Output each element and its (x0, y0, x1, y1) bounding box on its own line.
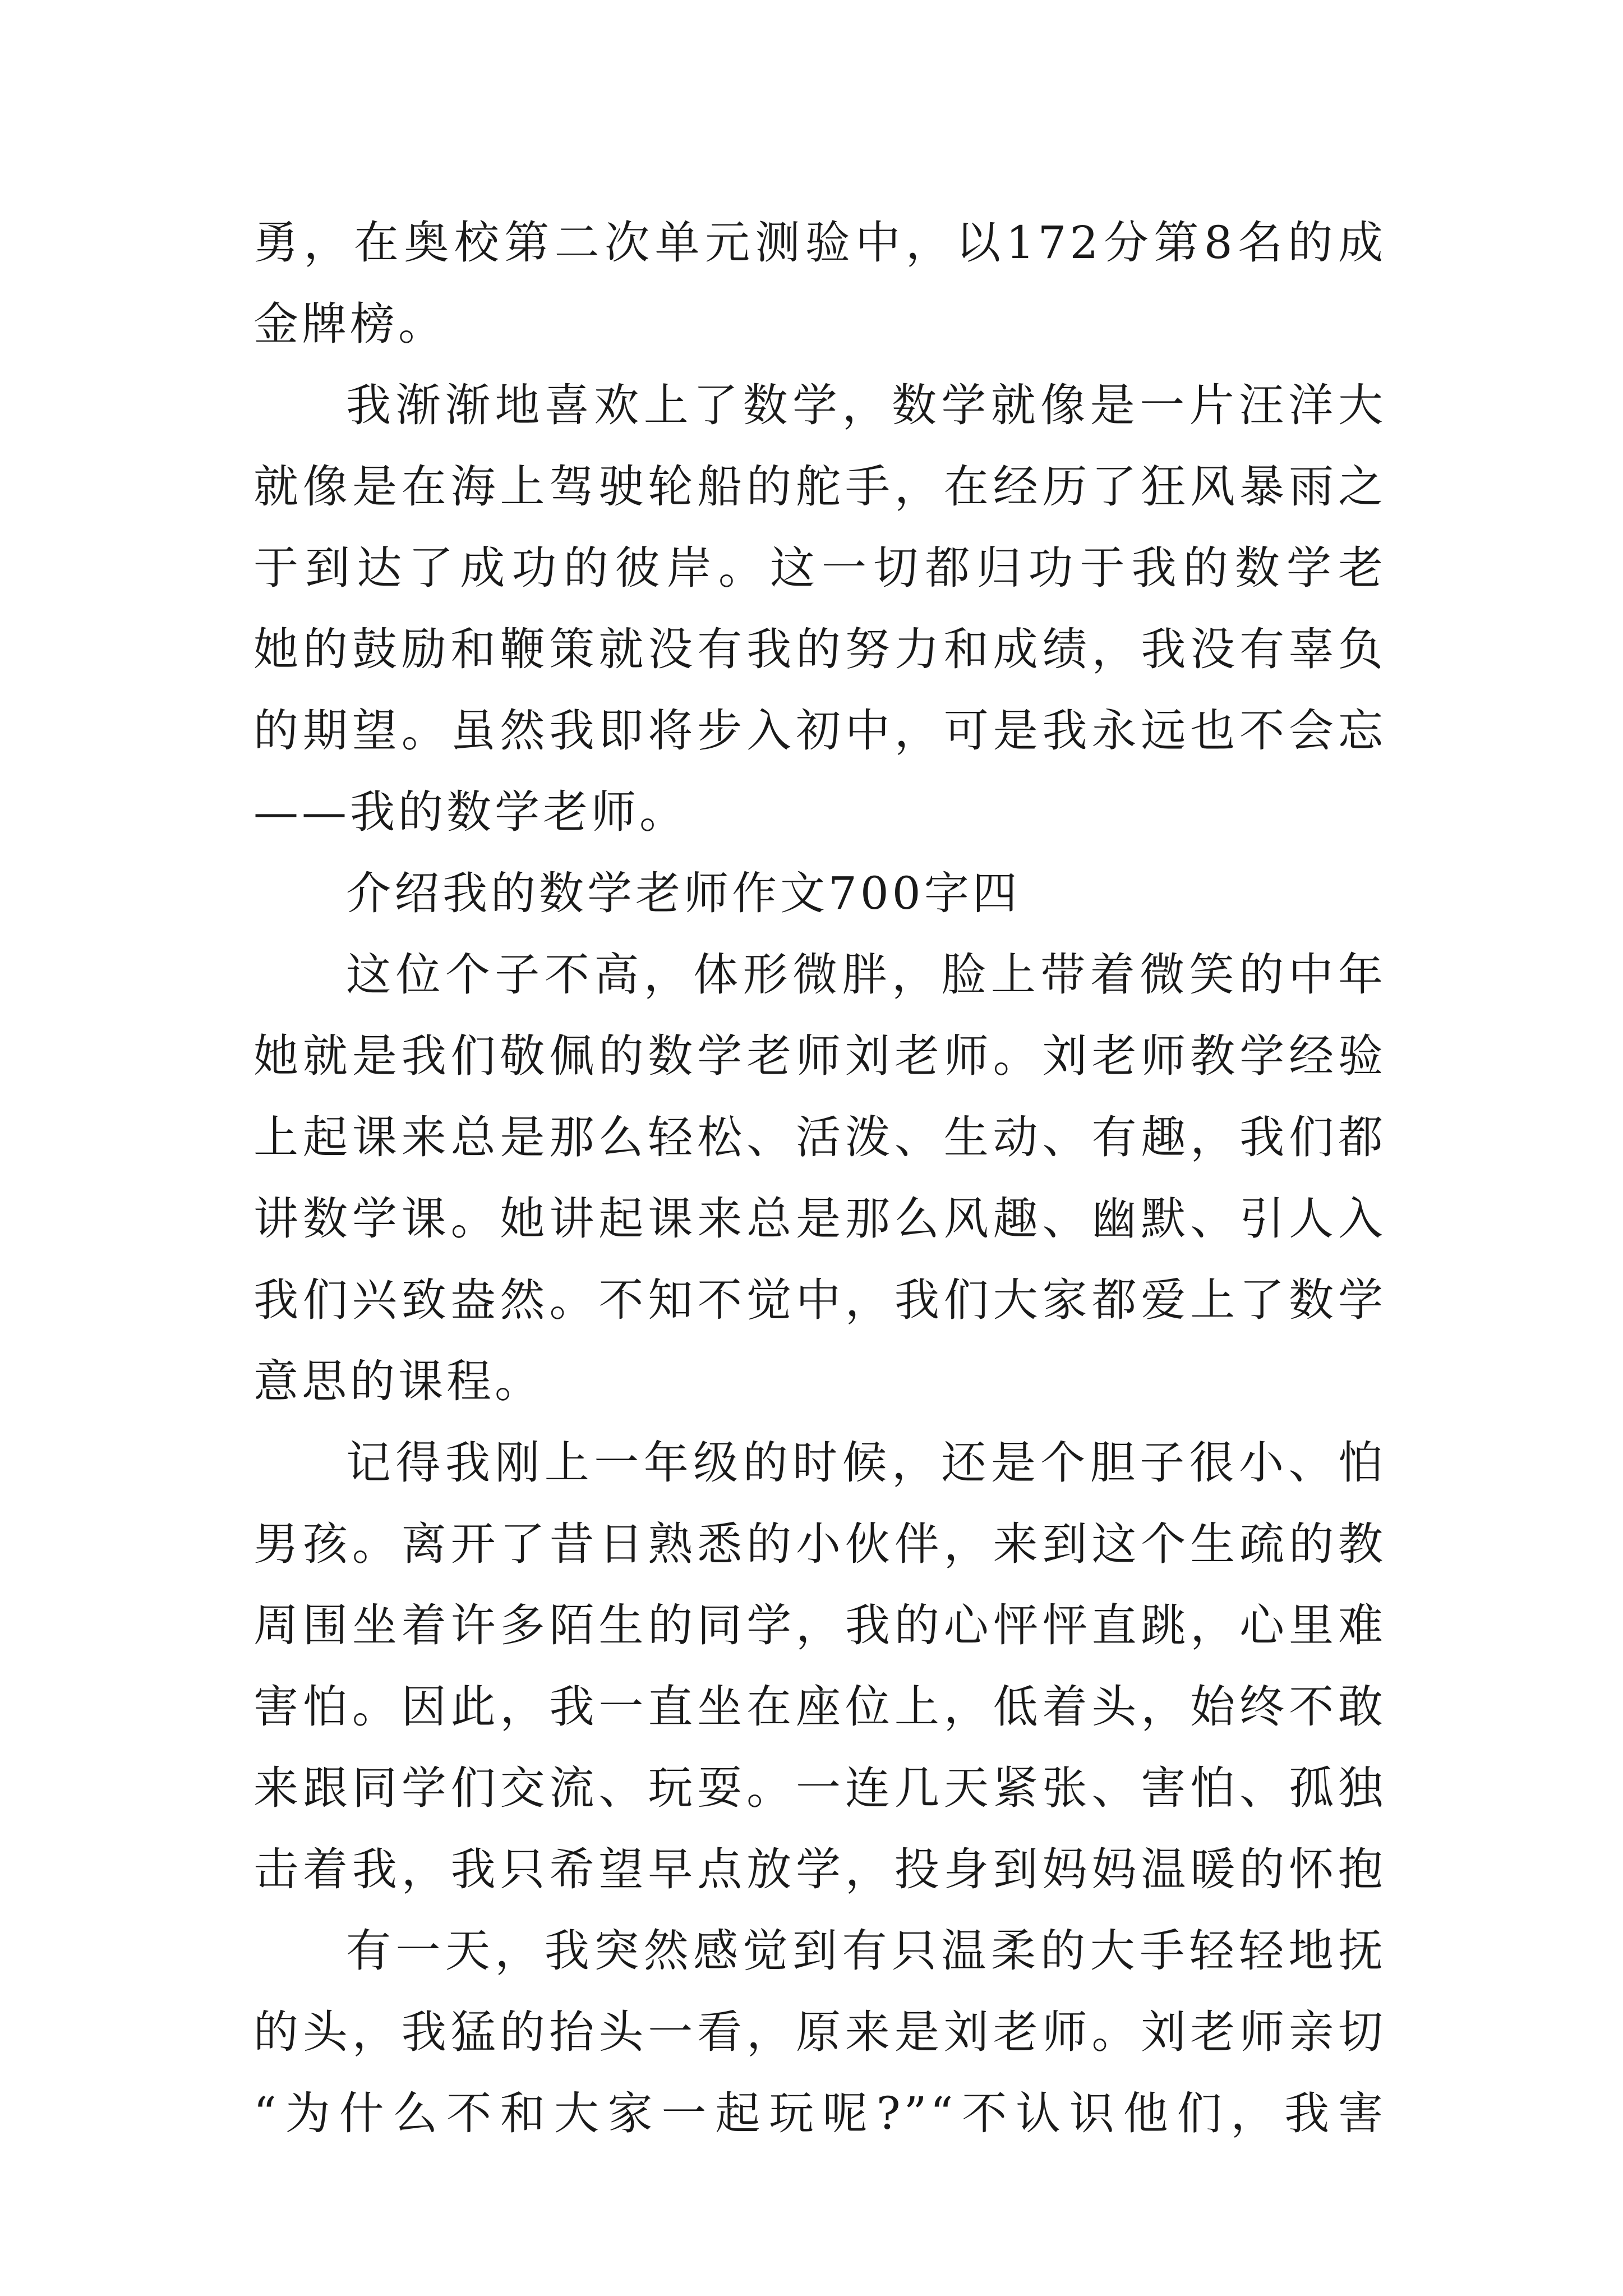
text-line: 就像是在海上驾驶轮船的舵手，在经历了狂风暴雨之 (253, 461, 1386, 513)
text-line: 勇，在奥校第二次单元测验中，以172分第8名的成 (253, 217, 1386, 269)
text-line: 金牌榜。 (253, 298, 446, 350)
text-line: 这位个子不高，体形微胖，脸上带着微笑的中年 (346, 949, 1386, 1001)
text-line: 周围坐着许多陌生的同学，我的心怦怦直跳，心里难 (253, 1599, 1386, 1651)
text-line: 来跟同学们交流、玩耍。一连几天紧张、害怕、孤独 (253, 1762, 1386, 1814)
text-line: 男孩。离开了昔日熟悉的小伙伴，来到这个生疏的教 (253, 1518, 1386, 1570)
text-line: 讲数学课。她讲起课来总是那么风趣、幽默、引人入 (253, 1193, 1386, 1245)
text-line: 她就是我们敬佩的数学老师刘老师。刘老师教学经验 (253, 1030, 1386, 1082)
text-line: 的期望。虽然我即将步入初中，可是我永远也不会忘 (253, 705, 1386, 757)
text-line: ——我的数学老师。 (253, 786, 688, 838)
text-line: “为什么不和大家一起玩呢?”“不认识他们，我害 (253, 2087, 1386, 2139)
text-line: 于到达了成功的彼岸。这一切都归功于我的数学老 (253, 542, 1386, 594)
text-line: 她的鼓励和鞭策就没有我的努力和成绩，我没有辜负 (253, 623, 1386, 675)
text-line: 击着我，我只希望早点放学，投身到妈妈温暖的怀抱 (253, 1843, 1386, 1895)
text-line: 介绍我的数学老师作文700字四 (346, 867, 1021, 919)
text-line: 上起课来总是那么轻松、活泼、生动、有趣，我们都 (253, 1111, 1386, 1163)
text-line: 意思的课程。 (253, 1355, 543, 1407)
text-line: 有一天，我突然感觉到有只温柔的大手轻轻地抚 (346, 1925, 1386, 1977)
text-line: 我渐渐地喜欢上了数学，数学就像是一片汪洋大 (346, 379, 1386, 431)
essay-text (253, 202, 1386, 2154)
text-line: 的头，我猛的抬头一看，原来是刘老师。刘老师亲切 (253, 2006, 1386, 2058)
text-line: 记得我刚上一年级的时候，还是个胆子很小、怕 (346, 1437, 1386, 1489)
text-line: 害怕。因此，我一直坐在座位上，低着头，始终不敢 (253, 1681, 1386, 1733)
text-line: 我们兴致盎然。不知不觉中，我们大家都爱上了数学 (253, 1274, 1386, 1326)
